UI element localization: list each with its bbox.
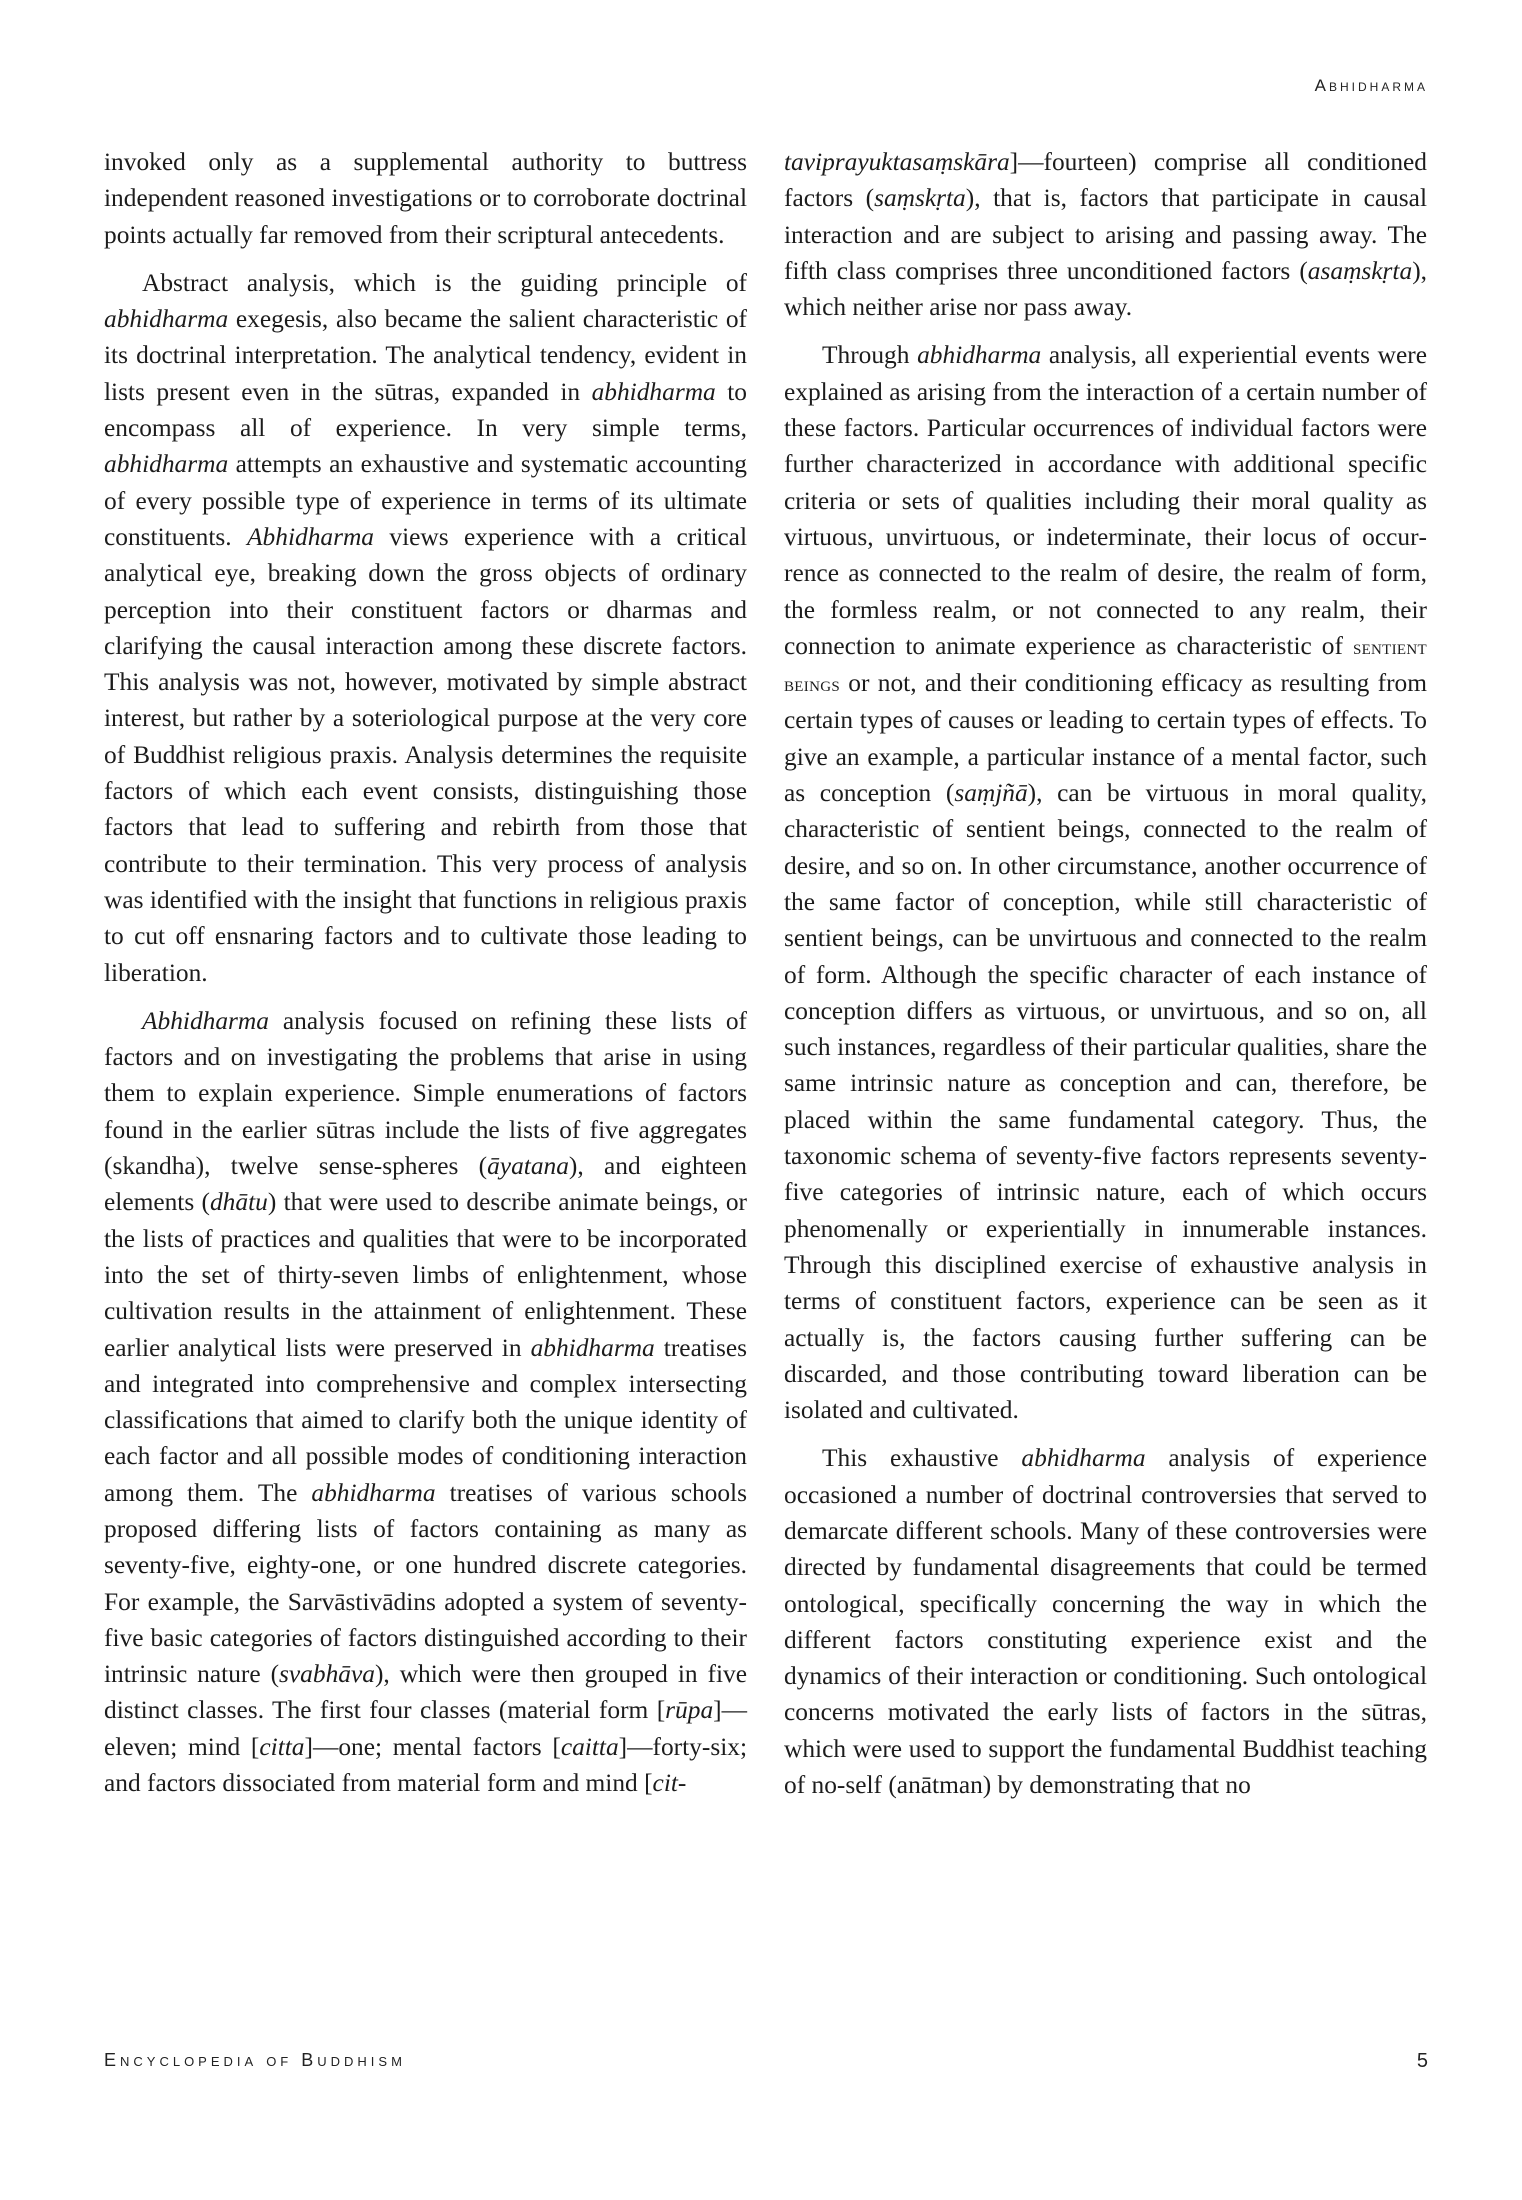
italic-term: Abhidharma [247, 522, 375, 551]
footer-publication-title: Encyclopedia of Buddhism [104, 2050, 406, 2070]
italic-term: cit- [652, 1769, 687, 1798]
text-run: ]—eleven; mind [ [104, 1696, 747, 1761]
text-run: analysis of experience occasioned a number of doctrinal controversies that served to demarcate different schools. Many of these controversies were directed by fundamental disagreements that could be termed ontological, specifically concerning the way in which the different factors constituting experience exist and the dynamics of their interaction or conditioning. Such ontological concerns motivated the early lists of factors in the sūtras, which were used to support the fundamental Buddhist teaching of no-self (anātman) by demonstrating that no [784, 1444, 1427, 1800]
italic-term: āyatana [487, 1152, 569, 1181]
paragraph [104, 265, 747, 991]
paragraph [784, 144, 1427, 325]
text-run: or not, and their conditioning efficacy as resulting from certain types of causes or leading to certain types of effects. To give an example, a particular instance of a mental factor, such as conception ( [784, 669, 1427, 808]
italic-term: svabhāva [279, 1660, 375, 1689]
text-run: views experience with a critical analytical eye, breaking down the gross objects of ordinary perception into their constituent factors or dharmas and clarifying the causal interaction among these discrete factors. This analysis was not, however, motivated by simple abstract interest, but rather by a soteriological purpose at the very core of Buddhist religious praxis. Analysis determines the requisite factors of which each event consists, distinguishing those factors that lead to suffering and rebirth from those that contribute to their termination. This very process of analysis was identified with the insight that functions in religious praxis to cut off ensnaring factors and to cultivate those leading to liberation. [104, 522, 748, 987]
text-run: treatises of various schools proposed differing lists of factors containing as many as seventy-five, eighty-one, or one hundred discrete categories. For example, the Sarvāstivādins adopted a system of seventy-five basic categories of factors distinguished according to their intrinsic nature ( [104, 1478, 747, 1689]
italic-term: abhidharma [104, 450, 229, 479]
text-run: ) that were used to describe animate beings, or the lists of practices and qualities that were to be incorporated into the set of thirty-seven limbs of enlightenment, whose cultivation results in the attainment of enlightenment. These earlier analytical lists were preserved in [104, 1188, 747, 1362]
text-run: analysis focused on refining these lists of factors and on investigating the problems that arise in using them to explain experience. Simple enumerations of factors found in the earlier sūtras include the lists of five aggregates (skandha), twelve sense-spheres ( [104, 1006, 747, 1181]
paragraph [784, 1440, 1427, 1803]
text-run: ), which were then grouped in five distinct classes. The first four classes (material form [ [104, 1660, 747, 1725]
text-run: analysis, all experiential events were explained as arising from the interaction of a certain number of these factors. Particular occurrences of individual factors were further characterized in accordance with additional specific criteria or sets of qualities including their moral quality as virtuous, unvirtuous, or indeterminate, their locus of occurrence as connected to the realm of desire, the realm of form, the formless realm, or not connected to any realm, their connection to animate experience as characteristic of [784, 341, 1427, 660]
text-run: ]—one; mental factors [ [304, 1732, 561, 1761]
text-run: ), that is, factors that participate in causal interaction and are subject to arising and passing away. The fifth class comprises three unconditioned factors ( [784, 184, 1428, 285]
text-column-left [104, 144, 747, 1813]
text-run: ]—forty-six; and factors dissociated from material form and mind [ [104, 1732, 747, 1798]
text-run: This exhaustive [822, 1444, 1022, 1473]
page-number: 5 [1416, 2050, 1428, 2072]
italic-term: abhidharma [591, 377, 716, 406]
italic-term: asaṃskṛta [1307, 256, 1413, 285]
italic-term: caitta [560, 1732, 619, 1761]
paragraph [784, 337, 1427, 1428]
running-head: Abhidharma [1314, 76, 1428, 95]
text-run: to encompass all of experience. In very simple terms, [104, 377, 747, 443]
text-run: ]—fourteen) comprise all conditioned factors ( [784, 148, 1427, 213]
italic-term: dhātu [209, 1188, 268, 1217]
text-column-right [784, 144, 1427, 1815]
text-run: exegesis, also became the salient characteristic of its doctrinal interpretation. The analytical tendency, evident in lists present even in the sūtras, expanded in [104, 305, 747, 406]
text-run: attempts an exhaustive and systematic accounting of every possible type of experience in terms of its ultimate constituents. [104, 450, 747, 551]
text-run: Abstract analysis, which is the guiding principle of [142, 268, 747, 297]
text-run: ), and eighteen elements ( [104, 1152, 747, 1217]
paragraph [104, 1003, 747, 1802]
italic-term: saṃjñā [954, 779, 1028, 808]
italic-term: abhidharma [917, 341, 1042, 370]
text-run: invoked only as a supplemental authority to buttress independent reasoned investigations or to corroborate doctrinal points actually far removed from their scriptural antecedents. [104, 148, 747, 249]
italic-term: citta [259, 1732, 305, 1761]
text-run: ), can be virtuous in moral quality, characteristic of sentient beings, connected to the realm of desire, and so on. In other circumstance, another occurrence of the same factor of conception, while still characteristic of sentient beings, can be unvirtuous and connected to the realm of form. Although the specific character of each instance of conception differs as virtuous, or unvirtuous, and so on, all such instances, regardless of their particular qualities, share the same intrinsic nature as conception and can, therefore, be placed within the same fundamental category. Thus, the taxonomic schema of seventy-five factors represents seventy-five categories of intrinsic nature, each of which occurs phenomenally or experientially in innumerable instances. Through this disciplined exercise of exhaustive analysis in terms of constituent factors, experience can be seen as it actually is, the factors causing further suffering can be discarded, and those contributing toward liberation can be isolated and cultivated. [784, 779, 1427, 1425]
text-run: ), which neither arise nor pass away. [784, 256, 1427, 322]
italic-term: abhidharma [530, 1333, 655, 1362]
text-run: Through [822, 341, 918, 370]
paragraph [104, 144, 747, 253]
text-run: treatises and integrated into comprehensive and complex intersecting classifications that aimed to clarify both the unique identity of each factor and all possible modes of conditioning interaction among them. The [104, 1333, 747, 1507]
italic-term: taviprayuktasaṃskāra [784, 148, 1010, 176]
italic-term: abhidharma [1021, 1444, 1146, 1473]
italic-term: abhidharma [104, 305, 229, 334]
italic-term: abhidharma [311, 1478, 436, 1507]
italic-term: Abhidharma [142, 1006, 269, 1035]
italic-term: rūpa [665, 1696, 714, 1725]
cross-reference: sentient beings [784, 634, 1427, 697]
italic-term: saṃskṛta [874, 184, 966, 213]
